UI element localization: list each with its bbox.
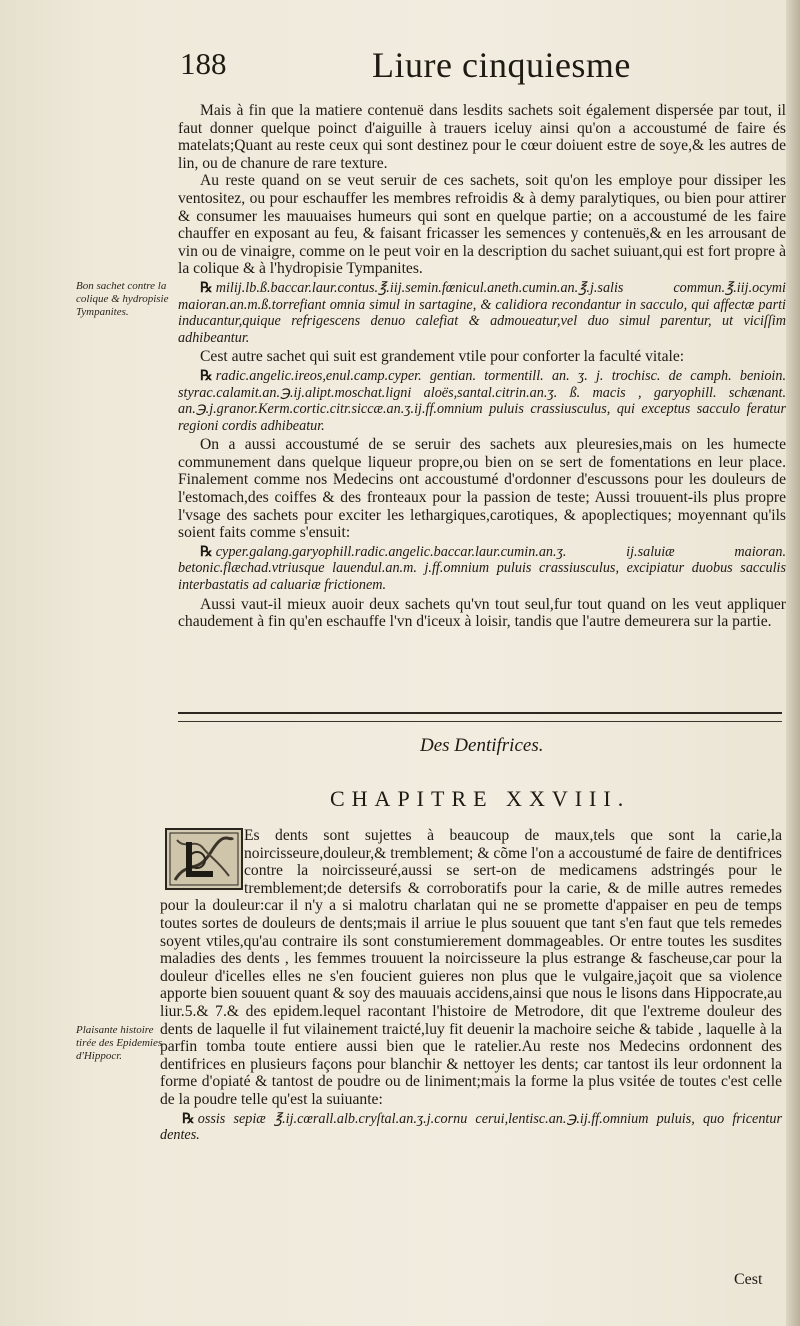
recipe-symbol: ℞	[200, 279, 213, 296]
paragraph: Es dents sont sujettes à beaucoup de maux,tels que sont la carie,la noircisseure,douleur,& tremblement; & cõme l'on a accoustumé de faire de dentifrices contre la noircisseuré,aussi se sert-on de medicamens adstringés pour le tremblement;de detersifs & corroboratifs pour la carie, & de mille autres remedes pour la douleur:car il n'y a si malotru charlatan qui ne se promette d'appaiser en peu de temps toutes sortes de douleurs de dents;mais il arriue le plus souuent que tant s'en faut que tels remedes soyent vtiles,qu'au contraire ils sont constumierement dommageables. Or entre toutes les susdites maladies des dents , les femmes trouuent la noircisseure la plus estrange & fascheuse,car pour la douleur d'icelles elles ne s'en foucient guieres non plus que le vulgaire,jaçoit que sa violence apporte bien souuent quant & soy des mauuais accidens,ainsi que nous le lisons dans Hippocrate,au liur.5.& 7.& des epidem.lequel racontant l'histoire de Metrodore, dit que l'extreme douleur des dents de laquelle il fut vilainement traicté,luy fit deuenir la machoire seiche & tabide , laquelle à la parfin tomba toute entiere aussi bien que le ratelier.Au reste nos Medecins ordonnent des dentifrices en plusieurs façons pour blanchir & nettoyer les dents; car tantost ils leur ordonnent la forme d'opiaté & tantost de poudre ou de liniment;mais la forme la plus vsitée de toutes c'est celle de la poudre telle qu'est la suiuante:	[160, 827, 782, 1108]
paragraph: Au reste quand on se veut seruir de ces sachets, soit qu'on les employe pour dissiper les ventositez, ou pour eschauffer les membres refroidis & à demy paralytiques, ou bien pour attirer & consumer les mauuaises humeurs qui sont en quelque partie; on a accoustumé de les faire chauffer en exposant au feu, & faisant fricasser les semences y contenuës,& en les arrousant de vin ou de vinaigre, comme on le peut voir en la description du sachet suiuant,qui est fort propre à la colique & à l'hydropisie Tympanites.	[178, 172, 786, 278]
recipe-symbol: ℞	[182, 1110, 195, 1127]
recipe-block	[178, 544, 786, 594]
paragraph: On a aussi accoustumé de se seruir des sachets aux pleuresies,mais on les humecte communement dans quelque liqueur propre,ou bien on se sert de fomentations en leur place. Finalement comme nos Medecins ont accoustumé d'ordonner d'escussons pour les douleurs de l'estomach,des coiffes & des fronteaux pour la passion de teste; Aussi trouuent-ils plus propre l'vsage des sachets pour exciter les lethargiques,carotiques, & apoplectiques; moyennant qu'ils soient faits comme s'ensuit:	[178, 436, 786, 542]
recipe-text: radic.angelic.ireos,enul.camp.cyper. gentian. tormentill. an. ʒ. j. trochisc. de camph. benioin. styrac.calamit.an.℈.ij.alipt.moschat.ligni aloës,santal.citrin.an.ʒ. ß. macis , garyophill. schænant. an.℈.j.granor.Kerm.cortic.citr.siccæ.an.ʒ.ij.ff.omnium puluis crassiusculus, qui exceptus sacculo feratur regioni cordis adhibeatur.	[178, 367, 786, 434]
paragraph: Cest autre sachet qui suit est grandement vtile pour conforter la faculté vitale:	[200, 348, 685, 366]
recipe-block	[178, 280, 786, 346]
recipe-symbol: ℞	[200, 367, 213, 384]
recipe-block	[178, 368, 786, 434]
page-gutter-edge	[786, 0, 800, 1326]
recipe-symbol: ℞	[200, 543, 213, 560]
chapter-body	[160, 827, 782, 1146]
paragraph: Mais à fin que la matiere contenuë dans lesdits sachets soit également dispersée par tout, il faut donner quelque poinct d'aiguille à trauers iceluy ainsi qu'on a accoustumé de faire és matelats;Quant au reste ceux qui sont destinez pour le cœur doiuent estre de soye,& les autres de lin, ou de chanure de rare texture.	[178, 102, 786, 172]
page-number: 188	[180, 46, 227, 81]
page-header	[180, 44, 640, 88]
recipe-text: ossis sepiæ ℥.ij.cœrall.alb.cryſtal.an.ʒ.j.cornu cerui,lentisc.an.℈.ij.ff.omnium puluis, quo fricentur dentes.	[160, 1110, 782, 1144]
margin-note: Bon sachet contre la colique & hydropisie Tympanites.	[76, 280, 169, 318]
chapter-heading: CHAPITRE XXVIII.	[330, 786, 631, 811]
running-title: Liure cinquiesme	[372, 45, 631, 85]
section-sachets-text	[178, 102, 786, 631]
paragraph: Aussi vaut-il mieux auoir deux sachets qu'vn tout seul,fur tout quand on les veut appliquer chaudement à fin qu'en eschauffe l'vn d'iceux à loisir, tandis que l'autre demeurera sur la partie.	[178, 595, 786, 631]
section-divider-rule	[178, 712, 782, 722]
catchword: Cest	[734, 1271, 763, 1288]
initial-spacer	[160, 827, 244, 887]
recipe-text: cyper.galang.garyophill.radic.angelic.baccar.laur.cumin.an.ʒ. ij.saluiæ maioran. betonic.flæchad.vtriusque lauendul.an.m. j.ff.omnium puluis crassiusculus, excipiatur duobus sacculis interbastatis ad caluariæ frictionem.	[178, 543, 786, 594]
margin-note: Plaisante histoire tirée des Epidemies d'Hippocr.	[76, 1024, 163, 1062]
section-title: Des Dentifrices.	[420, 735, 544, 756]
recipe-text: milij.lb.ß.baccar.laur.contus.℥.iij.semin.fœnicul.aneth.cumin.an.℥.j.salis commun.℥.iij.ocymi maioran.an.m.ß.torrefiant omnia simul in sartagine, & calidiora recondantur in sacculo, qui affectæ parti inducantur,quique refrigescens denuo calefiat & admoueatur,vel duo simul parentur, ut viciſſim adhibeantur.	[178, 279, 786, 346]
recipe-block	[160, 1111, 782, 1144]
